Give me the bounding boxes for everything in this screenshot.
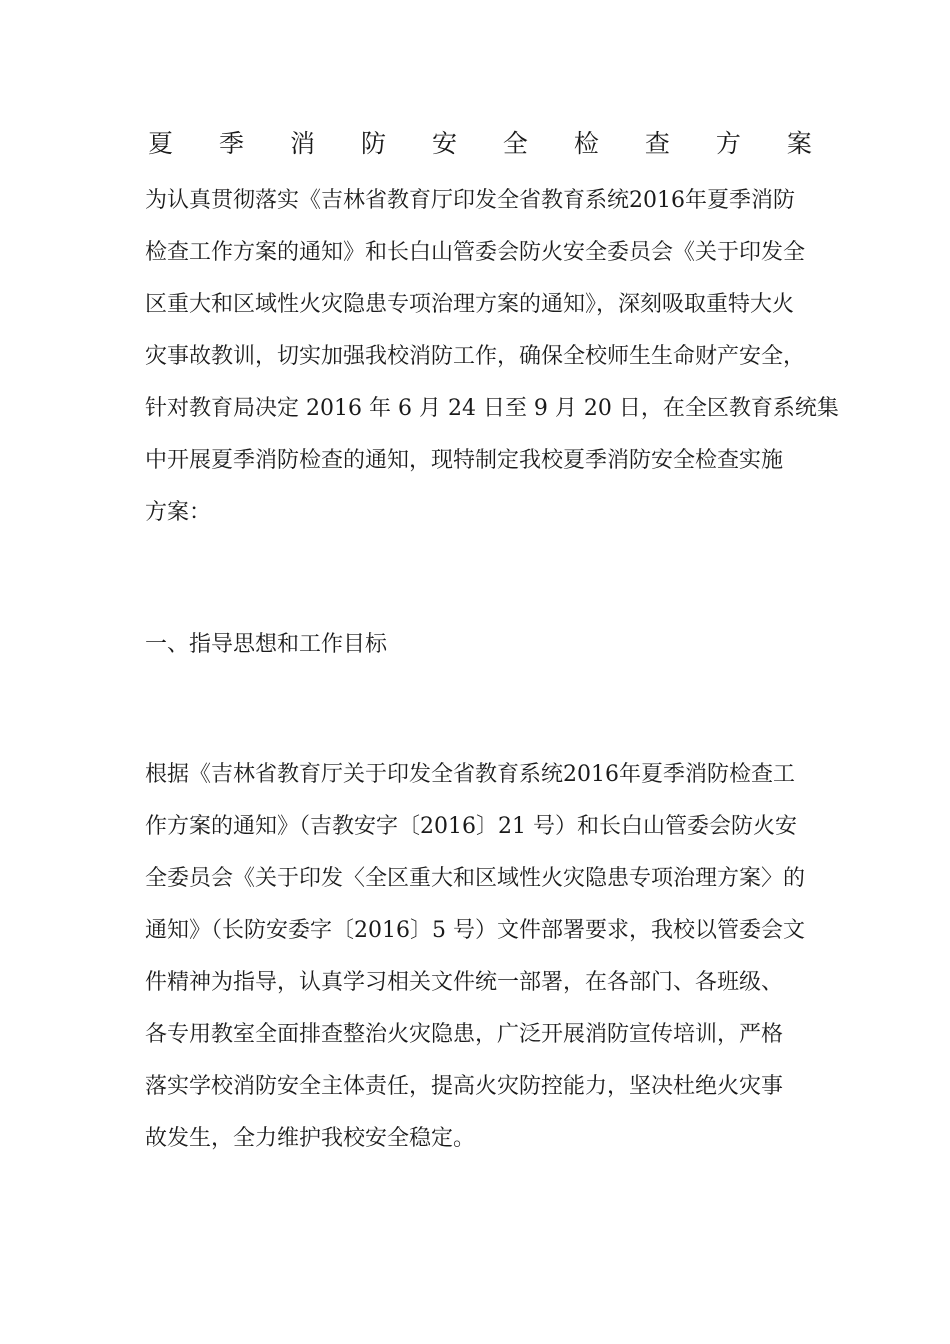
text-line: 中开展夏季消防检查的通知，现特制定我校夏季消防安全检查实施 — [145, 448, 784, 473]
section-heading-text: 一、指导思想和工作目标 — [145, 632, 388, 657]
title-char: 方 — [715, 129, 741, 158]
title-char: 安 — [431, 129, 457, 158]
text-line: 检查工作方案的通知》和长白山管委会防火安全委员会《关于印发全 — [145, 240, 806, 265]
text-line: 方案： — [145, 500, 212, 525]
section-paragraph — [145, 749, 817, 1165]
text-line: 作方案的通知》（吉教安字〔2016〕21 号）和长白山管委会防火安 — [145, 814, 797, 839]
text-line: 各专用教室全面排查整治火灾隐患，广泛开展消防宣传培训，严格 — [145, 1022, 784, 1047]
title-char: 检 — [573, 129, 599, 158]
title-char: 案 — [786, 129, 812, 158]
text-line: 针对教育局决定 2016 年 6 月 24 日至 9 月 20 日，在全区教育系统集 — [145, 396, 839, 421]
text-line: 落实学校消防安全主体责任，提高火灾防控能力，坚决杜绝火灾事 — [145, 1074, 784, 1099]
title-char: 防 — [360, 129, 386, 158]
text-line: 件精神为指导，认真学习相关文件统一部署，在各部门、各班级、 — [145, 970, 784, 995]
section-heading — [145, 619, 817, 671]
title-char: 全 — [502, 129, 528, 158]
title-char: 季 — [218, 129, 244, 158]
text-line: 通知》（长防安委字〔2016〕5 号）文件部署要求，我校以管委会文 — [145, 918, 805, 943]
text-line: 区重大和区域性火灾隐患专项治理方案的通知》，深刻吸取重特大火 — [145, 292, 795, 317]
title-char: 消 — [289, 129, 315, 158]
text-line: 全委员会《关于印发〈全区重大和区域性火灾隐患专项治理方案〉的 — [145, 866, 806, 891]
title-char: 夏 — [148, 129, 174, 158]
text-line: 灾事故教训，切实加强我校消防工作，确保全校师生生命财产安全， — [145, 344, 806, 369]
text-line: 根据《吉林省教育厅关于印发全省教育系统2016年夏季消防检查工 — [145, 762, 795, 787]
text-line: 为认真贯彻落实《吉林省教育厅印发全省教育系统2016年夏季消防 — [145, 188, 795, 213]
document-title — [148, 126, 812, 162]
intro-paragraph — [145, 175, 839, 539]
text-line: 故发生，全力维护我校安全稳定。 — [145, 1126, 476, 1151]
title-char: 查 — [644, 129, 670, 158]
